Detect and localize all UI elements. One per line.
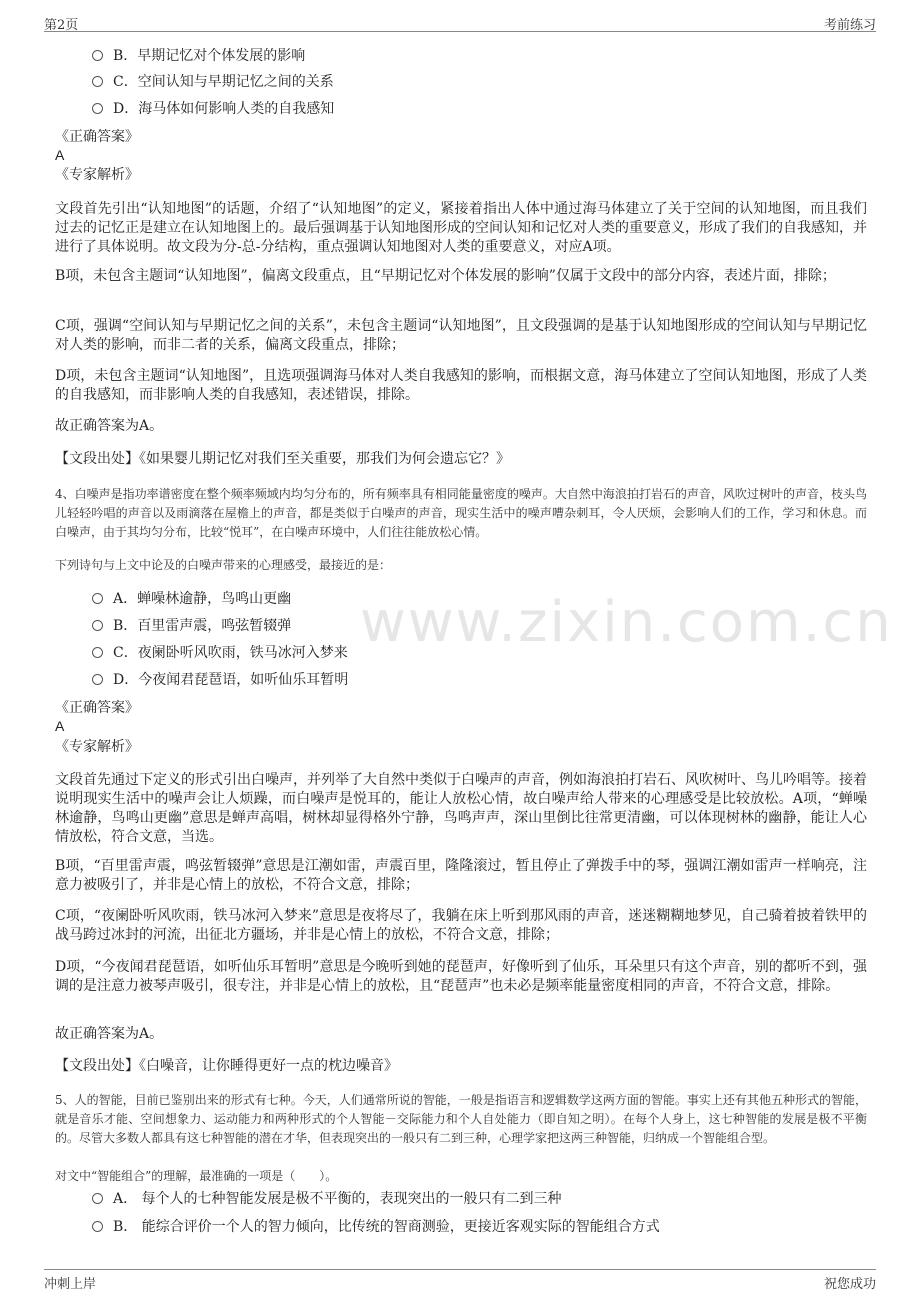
radio-icon[interactable] [92,593,103,604]
q3-answer: A [55,147,65,163]
q4-analysis-p5: 故正确答案为A。 [55,1026,164,1042]
radio-icon[interactable] [92,647,103,658]
q3-analysis-p2: B项，未包含主题词“认知地图”，偏离文段重点，且“早期记忆对个体发展的影响”仅属于文段中的部分内容，表述片面，排除； [55,268,836,284]
q3-analysis-p1: 文段首先引出“认知地图”的话题，介绍了“认知地图”的定义，紧接着指出人体中通过海马体建立了关于空间的认知地图，而且我们过去的记忆正是建立在认知地图上的。最后强调基于认知地图形成的空间认知和记忆对人类的重要意义，形成了我们的自我感知，并进行了具体说明。故文段为分-总-分结构，重点强调认知地图对人类的重要意义，对应A项。 [55,201,867,255]
q4-option-b[interactable]: B．百里雷声震，鸣弦暂辍弹 [92,616,291,636]
radio-icon[interactable] [92,1221,103,1232]
watermark: www.zixin.com.cn [360,590,893,655]
q5-stem: 5、人的智能，目前已鉴别出来的形式有七种。今天，人们通常所说的智能，一般是指语言和逻辑数学这两方面的智能。事实上还有其他五种形式的智能，就是音乐才能、空间想象力、运动能力和两种形式的个人智能－交际能力和个人自处能力（即自知之明）。在每个人身上，这七种智能的发展是极不平衡的。尽管大多数人都具有这七种智能的潜在才华，但表现突出的一般只有二到三种，心理学家把这两三种智能，归纳成一个智能组合型。 [55,1093,867,1145]
page-number: 第2页 [44,18,79,33]
q4-question: 下列诗句与上文中论及的白噪声带来的心理感受，最接近的是： [55,558,392,572]
radio-icon[interactable] [92,76,103,87]
q4-source: 【文段出处】《白噪音，让你睡得更好一点的枕边噪音》 [55,1058,398,1074]
q3-analysis-p3: C项，强调“空间认知与早期记忆之间的关系”，未包含主题词“认知地图”，且文段强调的是基于认知地图形成的空间认知与早期记忆对人类的影响，而非二者的关系，偏离文段重点，排除； [55,318,867,353]
q4-option-d[interactable]: D．今夜闻君琵琶语，如听仙乐耳暂明 [92,670,348,690]
q4-answer-label: 《正确答案》 [55,700,139,716]
q4-option-a[interactable]: A．蝉噪林逾静，鸟鸣山更幽 [92,589,291,609]
q4-analysis-p2: B项，“百里雷声震，鸣弦暂辍弹”意思是江潮如雷，声震百里，隆隆滚过，暂且停止了弹拨手中的琴，强调江潮如雷声一样响亮，注意力被吸引了，并非是心情上的放松，不符合文意，排除； [55,858,867,893]
q4-stem: 4、白噪声是指功率谱密度在整个频率频域内均匀分布的，所有频率具有相同能量密度的噪声。大自然中海浪拍打岩石的声音，风吹过树叶的声音，枝头鸟儿轻轻吟唱的声音以及雨滴落在屋檐上的声音，都是类似于白噪声的声音，现实生活中的噪声嘈杂刺耳，令人厌烦，会影响人们的工作，学习和休息。而白噪声，由于其均匀分布，比较“悦耳”，在白噪声环境中，人们往往能放松心情。 [55,487,867,539]
q4-answer: A [55,718,65,734]
header-divider [44,31,876,32]
q3-analysis-p5: 故正确答案为A。 [55,418,164,434]
q4-analysis-p1: 文段首先通过下定义的形式引出白噪声，并列举了大自然中类似于白噪声的声音，例如海浪拍打岩石、风吹树叶、鸟儿吟唱等。接着说明现实生活中的噪声会让人烦躁，而白噪声是悦耳的，能让人放松心情，故白噪声给人带来的心理感受是比较放松。A项，“蝉噪林逾静，鸟鸣山更幽”意思是蝉声高唱，树林却显得格外宁静，鸟鸣声声，深山里倒比往常更清幽，可以体现树林的幽静，能让人心情放松，符合文意，当选。 [55,772,867,845]
radio-icon[interactable] [92,50,103,61]
q5-question: 对文中“智能组合”的理解，最准确的一项是（ ）。 [55,1169,338,1183]
q3-source: 【文段出处】《如果婴儿期记忆对我们至关重要，那我们为何会遗忘它？》 [55,451,510,467]
radio-icon[interactable] [92,674,103,685]
q5-option-b[interactable]: B． 能综合评价一个人的智力倾向，比传统的智商测验，更接近客观实际的智能组合方式 [92,1217,660,1237]
footer-right: 祝您成功 [823,1277,876,1292]
q3-option-c[interactable]: C．空间认知与早期记忆之间的关系 [92,72,334,92]
footer-divider [44,1269,876,1270]
q3-option-b[interactable]: B．早期记忆对个体发展的影响 [92,46,305,66]
radio-icon[interactable] [92,1193,103,1204]
q4-analysis-label: 《专家解析》 [55,739,139,755]
q3-analysis-label: 《专家解析》 [55,167,139,183]
page-header [0,0,920,33]
q5-option-a[interactable]: A． 每个人的七种智能发展是极不平衡的，表现突出的一般只有二到三种 [92,1189,562,1209]
q3-option-d[interactable]: D．海马体如何影响人类的自我感知 [92,99,334,119]
footer-left: 冲刺上岸 [44,1277,97,1292]
q4-analysis-p3: C项，“夜阑卧听风吹雨，铁马冰河入梦来”意思是夜将尽了，我躺在床上听到那风雨的声音，迷迷糊糊地梦见，自己骑着披着铁甲的战马跨过冰封的河流，出征北方疆场，并非是心情上的放松，不符合文意，排除； [55,908,867,943]
radio-icon[interactable] [92,103,103,114]
q3-answer-label: 《正确答案》 [55,129,139,145]
radio-icon[interactable] [92,620,103,631]
q4-option-c[interactable]: C．夜阑卧听风吹雨，铁马冰河入梦来 [92,643,348,663]
header-title: 考前练习 [823,18,876,33]
q4-analysis-p4: D项，“今夜闻君琵琶语，如听仙乐耳暂明”意思是今晚听到她的琵琶声，好像听到了仙乐，耳朵里只有这个声音，别的都听不到，强调的是注意力被琴声吸引，很专注，并非是心情上的放松，且“琵琶声”也未必是频率能量密度相同的声音，不符合文意，排除。 [55,959,867,994]
q3-analysis-p4: D项，未包含主题词“认知地图”，且选项强调海马体对人类自我感知的影响，而根据文意，海马体建立了空间认知地图，形成了人类的自我感知，而非影响人类的自我感知，表述错误，排除。 [55,368,867,403]
